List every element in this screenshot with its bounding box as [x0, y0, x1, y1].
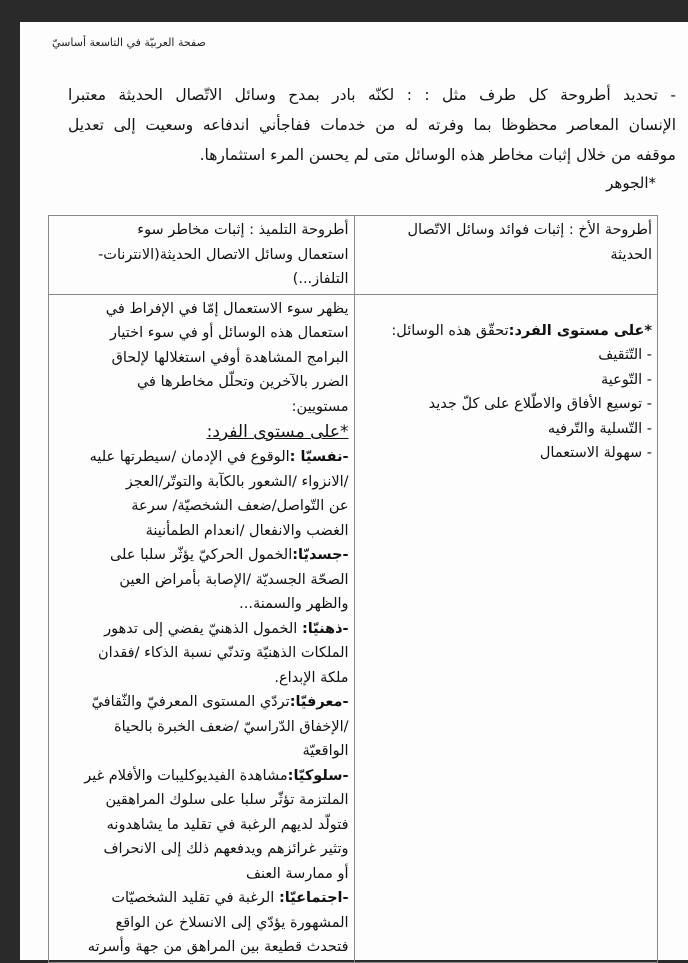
brother-arguments [354, 294, 657, 962]
risk-text: الملكات الذهنيّة وتدنّي نسبة الذكاء /فقدان [98, 645, 349, 661]
intro-line: موقفه من خلال إثبات مخاطر هذه الوسائل متى لم يحسن المرء استثمارها. [199, 146, 676, 164]
benefit-item: - توسيع الأفاق والاطّلاع على كلّ جديد [428, 396, 652, 412]
risk-text: /الإخفاق الدّراسيّ /ضعف الخبرة بالحياة [114, 718, 349, 735]
risk-text: الوقوع في الإدمان /سيطرتها عليه [89, 449, 290, 465]
risk-line [54, 739, 349, 764]
header-line: أطروحة التلميذ : إثبات مخاطر سوء [137, 222, 349, 238]
student-thesis-header [49, 216, 355, 295]
risk-line [54, 666, 349, 691]
benefit-item: - سهولة الاستعمال [539, 445, 652, 461]
header-line: التلفاز...) [292, 271, 349, 287]
header-line: استعمال وسائل الاتصال الحديثة(الانترنات- [98, 246, 349, 263]
risk-text: فتولّد لديهم الرغبة في تقليد ما يشاهدونه [106, 816, 349, 833]
risk-line [54, 445, 349, 470]
risk-text: ملكة الإبداع. [274, 669, 349, 686]
risk-line [54, 470, 349, 495]
student-intro-line: يظهر سوء الاستعمال إمّا في الإفراط في [105, 300, 349, 317]
risk-text: الغضب والانفعال /انعدام الطمأنينة [145, 522, 349, 539]
intro-line: - تحديد أطروحة كل طرف مثل : : لكنّه بادر بمدح وسائل الاتّصال الحديثة معتبرا [68, 86, 676, 104]
theses-table [48, 215, 658, 963]
risk-line [54, 788, 349, 813]
benefit-item: - التّوعية [601, 371, 652, 388]
risk-line [54, 862, 349, 887]
student-level-heading: *على مستوى الفرد: [206, 422, 349, 442]
risk-text: عن التّواصل/ضعف الشخصيّة/ سرعة [131, 498, 349, 514]
risk-label: -سلوكيّا: [287, 767, 349, 784]
risk-text: /الانزواء /الشعور بالكآبة والتوتّر/العجز [125, 473, 349, 490]
intro-paragraph [68, 80, 676, 170]
risk-text: أو ممارسة العنف [245, 865, 349, 882]
risk-text: الخمول الذهنيّ يفضي إلى تدهور [104, 620, 302, 637]
level-label: *على مستوى الفرد: [508, 322, 652, 339]
student-intro-line: البرامج المشاهدة أوفي استغلالها لإلحاق [111, 349, 349, 366]
risk-item [54, 886, 349, 960]
benefit-item: - التّثقيف [598, 347, 652, 363]
risk-line [54, 543, 349, 568]
risk-line [54, 592, 349, 617]
risk-text: فتحدث قطيعة بين المراهق من جهة وأسرته [87, 939, 349, 955]
brother-level-line [360, 319, 652, 344]
risk-line [54, 764, 349, 789]
risk-line [54, 494, 349, 519]
risk-item [54, 543, 349, 617]
risk-label: -معرفيّا: [289, 694, 349, 710]
risk-text: مشاهدة الفيديوكليبات والأفلام غير [84, 767, 288, 784]
risk-item [54, 445, 349, 543]
table-header-row [49, 216, 658, 295]
risk-label: -جسديّا: [292, 547, 349, 563]
page-header-note: صفحة العربيّة في التاسعة أساسيّ [52, 36, 206, 49]
risk-text: المشهورة يؤدّي إلى الانسلاخ عن الواقع [115, 914, 349, 931]
risk-text: وتثير غرائزهم ويدفعهم ذلك إلى الانحراف [103, 841, 349, 857]
risk-text: تردّي المستوى المعرفيّ والثّقافيّ [91, 694, 290, 710]
risk-text: الملتزمة تؤثّر سلبا على سلوك المراهقين [105, 792, 349, 808]
risk-text: الخمول الحركيّ يؤثّر سلبا على [109, 547, 293, 563]
risk-text: الواقعيّة [302, 743, 349, 759]
risk-text: والظهر والسمنة... [239, 596, 349, 612]
document-page [20, 22, 688, 960]
risk-line [54, 617, 349, 642]
risk-line [54, 519, 349, 544]
header-line: الحديثة [610, 246, 652, 263]
risk-item [54, 617, 349, 691]
student-arguments [49, 294, 355, 962]
risk-item [54, 690, 349, 764]
risk-line [54, 568, 349, 593]
risk-line [54, 641, 349, 666]
risk-line [54, 935, 349, 960]
student-intro-line: مستويين: [291, 398, 349, 415]
risk-text: الصحّة الجسديّة /الإصابة بأمراض العين [119, 571, 349, 588]
intro-line: الإنسان المعاصر محظوظا بما وفرته له من خدمات ففاجأني اندفاعه وسعيت إلى تعديل [68, 116, 676, 134]
level-text: تحقّق هذه الوسائل: [391, 322, 509, 339]
risk-line [54, 886, 349, 911]
risk-line [54, 715, 349, 740]
student-intro-line: الضرر بالآخرين وتحلّل مخاطرها في [136, 374, 349, 390]
section-label: *الجوهر [606, 174, 656, 192]
risk-label: -اجتماعيّا: [278, 890, 349, 906]
risk-label: -نفسيّا : [289, 449, 349, 465]
risk-item [54, 764, 349, 887]
brother-thesis-header [354, 216, 657, 295]
benefit-item: - التّسلية والتّرفيه [547, 420, 652, 437]
risk-line [54, 690, 349, 715]
header-line: أطروحة الأخ : إثبات فوائد وسائل الاتّصال [407, 222, 652, 238]
risk-line [54, 911, 349, 936]
risk-text: الرغبة في تقليد الشخصيّات [111, 890, 279, 906]
student-intro-line: استعمال هذه الوسائل أو في سوء اختيار [109, 325, 349, 341]
risk-line [54, 837, 349, 862]
risk-label: -ذهنيّا: [301, 620, 349, 637]
risk-line [54, 813, 349, 838]
table-body-row [49, 294, 658, 962]
